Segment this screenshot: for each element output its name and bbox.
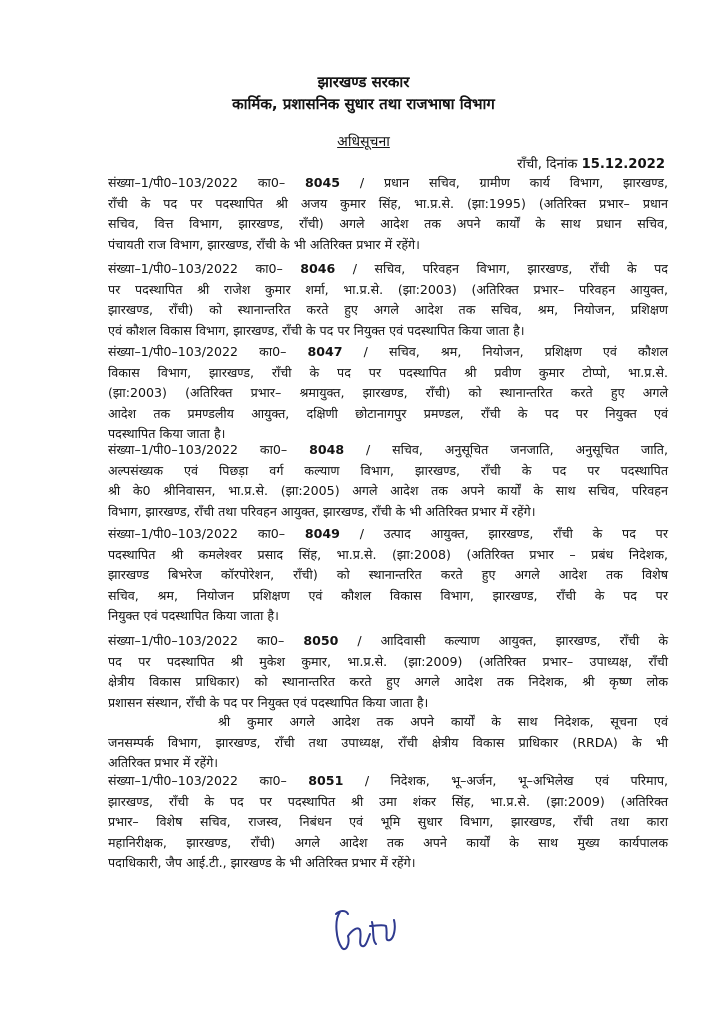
order-text: / आदिवासी कल्याण आयुक्त, झारखण्ड, राँची के [338,633,668,648]
document-title [0,132,727,151]
order-line: पद पर पदस्थापित श्री मुकेश कुमार, भा.प्र.से. (झा:2009) (अतिरिक्त प्रभार– उपाध्यक्ष, राँची [108,653,668,669]
order-line: सचिव, वित्त विभाग, झारखण्ड, राँची) अगले आदेश तक अपने कार्यों के साथ प्रधान सचिव, [108,216,668,232]
order-number: 8050 [303,633,339,648]
order-line: प्रशासन संस्थान, राँची के पद पर नियुक्त एवं पदस्थापित किया जाता है। [108,694,429,710]
order-line [108,440,668,461]
order-number: 8045 [304,175,341,190]
order-paragraph [108,440,668,522]
order-line: श्री के0 श्रीनिवासन, भा.प्र.से. (झा:2005) अगले आदेश तक अपने कार्यों के साथ सचिव, परिवहन [108,483,668,499]
order-text: / प्रधान सचिव, ग्रामीण कार्य विभाग, झारखण्ड, [340,175,668,190]
order-line: विकास विभाग, झारखण्ड, राँची के पद पर पदस्थापित श्री प्रवीण कुमार टोप्पो, भा.प्र.से. [108,364,668,380]
order-paragraph [108,631,668,713]
order-number: 8046 [300,261,336,276]
order-line: अल्पसंख्यक एवं पिछड़ा वर्ग कल्याण विभाग, झारखण्ड, राँची के पद पर पदस्थापित [108,462,668,478]
order-text: / सचिव, श्रम, नियोजन, प्रशिक्षण एवं कौशल [342,344,668,359]
order-line [108,342,668,363]
order-line: श्री कुमार अगले आदेश तक अपने कार्यों के साथ निदेशक, सूचना एवं [218,714,668,729]
order-number: 8051 [308,773,344,788]
order-reference: संख्या–1/पी0–103/2022 का0– [108,442,310,457]
order-paragraph [108,259,668,341]
order-line: झारखण्ड, राँची) को स्थानान्तरित करते हुए अगले आदेश तक सचिव, श्रम, नियोजन, प्रशिक्षण [108,302,668,318]
order-line: अतिरिक्त प्रभार में रहेंगे। [108,755,219,771]
order-line: जनसम्पर्क विभाग, झारखण्ड, राँची तथा उपाध्यक्ष, राँची क्षेत्रीय विकास प्राधिकार (RRDA) के भी [108,734,668,750]
dateline [517,154,665,172]
order-line: (झा:2003) (अतिरिक्त प्रभार– श्रमायुक्त, झारखण्ड, राँची) को स्थानान्तरित करते हुए अगले [108,385,668,401]
order-number: 8048 [309,442,345,457]
order-line: झारखण्ड, राँची के पद पर पदस्थापित श्री उमा शंकर सिंह, भा.प्र.से. (झा:2009) (अतिरिक्त [108,793,668,809]
order-number: 8049 [304,526,340,541]
order-line [108,524,668,545]
order-paragraph [108,173,668,255]
order-line: क्षेत्रीय विकास प्राधिकार) को स्थानान्तरित करते हुए अगले आदेश तक निदेशक, श्री कृष्ण लोक [108,674,668,690]
order-line: पर पदस्थापित श्री राजेश कुमार शर्मा, भा.प्र.से. (झा:2003) (अतिरिक्त प्रभार– परिवहन आयुक्त, [108,281,668,297]
order-text: / निदेशक, भू–अर्जन, भू–अभिलेख एवं परिमाप, [343,773,668,788]
order-text: / सचिव, अनुसूचित जनजाति, अनुसूचित जाति, [344,442,668,457]
order-line [108,771,668,792]
order-reference: संख्या–1/पी0–103/2022 का0– [108,633,304,648]
order-paragraph [108,771,668,874]
dateline-date: 15.12.2022 [581,157,665,172]
order-line: नियुक्त एवं पदस्थापित किया जाता है। [108,608,279,624]
order-line: आदेश तक प्रमण्डलीय आयुक्त, दक्षिणी छोटानागपुर प्रमण्डल, राँची के पद पर नियुक्त एवं [108,405,668,421]
order-number: 8047 [307,344,343,359]
order-line: झारखण्ड बिभरेज कॉरपोरेशन, राँची) को स्थानान्तरित करते हुए अगले आदेश तक विशेष [108,567,668,583]
order-reference: संख्या–1/पी0–103/2022 का0– [108,261,301,276]
dateline-place: राँची, दिनांक [517,157,578,172]
order-line: राँची के पद पर पदस्थापित श्री अजय कुमार सिंह, भा.प्र.से. (झा:1995) (अतिरिक्त प्रभार– प्रधान [108,195,668,211]
order-line: पदस्थापित किया जाता है। [108,426,226,442]
order-line: विभाग, झारखण्ड, राँची तथा परिवहन आयुक्त, झारखण्ड, राँची के भी अतिरिक्त प्रभार में रहेंगे। [108,503,536,519]
order-reference: संख्या–1/पी0–103/2022 का0– [108,175,305,190]
order-line: सचिव, श्रम, नियोजन प्रशिक्षण एवं कौशल विकास विभाग, झारखण्ड, राँची के पद पर [108,587,668,603]
order-text: / उत्पाद आयुक्त, झारखण्ड, राँची के पद पर [339,526,668,541]
order-reference: संख्या–1/पी0–103/2022 का0– [108,526,305,541]
order-reference: संख्या–1/पी0–103/2022 का0– [108,773,309,788]
order-line: पंचायती राज विभाग, झारखण्ड, राँची के भी अतिरिक्त प्रभार में रहेंगे। [108,236,420,252]
order-line: पदस्थापित श्री कमलेश्वर प्रसाद सिंह, भा.प्र.से. (झा:2008) (अतिरिक्त प्रभार – प्रबंध निदेशक, [108,546,668,562]
order-line [108,631,668,652]
government-heading: झारखण्ड सरकार [317,73,410,91]
order-line: एवं कौशल विकास विभाग, झारखण्ड, राँची के पद पर नियुक्त एवं पदस्थापित किया जाता है। [108,322,525,338]
order-paragraph [108,524,668,627]
order-line: महानिरीक्षक, झारखण्ड, राँची) अगले आदेश तक अपने कार्यों के साथ मुख्य कार्यपालक [108,834,668,850]
handwritten-signature [330,900,410,960]
order-reference: संख्या–1/पी0–103/2022 का0– [108,344,308,359]
order-paragraph [108,342,668,445]
order-line: प्रभार– विशेष सचिव, राजस्व, निबंधन एवं भूमि सुधार विभाग, झारखण्ड, राँची तथा कारा [108,814,668,830]
document-title-text: अधिसूचना [337,134,390,150]
order-line [108,173,668,194]
continuation-paragraph [108,712,668,774]
order-line: पदाधिकारी, जैप आई.टी., झारखण्ड के भी अतिरिक्त प्रभार में रहेंगे। [108,855,416,871]
order-line [108,259,668,280]
order-text: / सचिव, परिवहन विभाग, झारखण्ड, राँची के पद [335,261,668,276]
department-heading: कार्मिक, प्रशासनिक सुधार तथा राजभाषा विभाग [232,95,495,113]
